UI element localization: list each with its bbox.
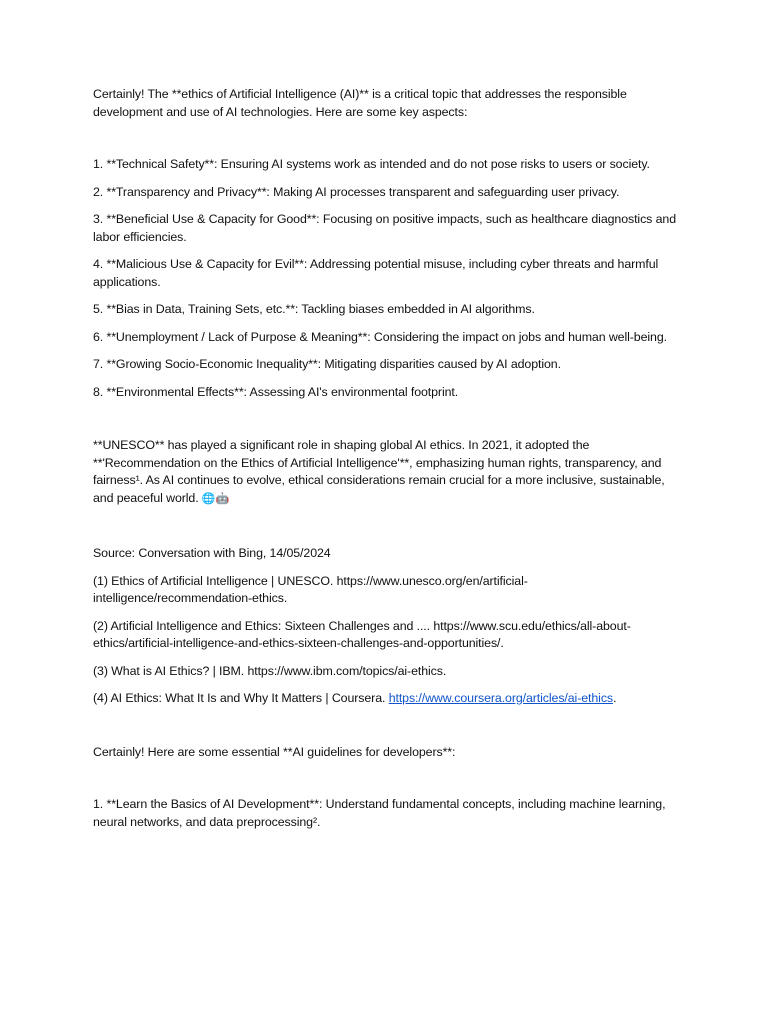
reference-item: (1) Ethics of Artificial Intelligence | UNESCO. https://www.unesco.org/en/artificial-intelligence/recommendation-ethics. [93,573,528,605]
reference-item: (3) What is AI Ethics? | IBM. https://www.ibm.com/topics/ai-ethics. [93,663,447,678]
coursera-link[interactable]: https://www.coursera.org/articles/ai-ethics [388,691,614,705]
document-body [93,86,683,841]
list-item: 5. **Bias in Data, Training Sets, etc.**: Tackling biases embedded in AI algorithms. [93,302,535,316]
unesco-paragraph [93,437,683,507]
reference-item [93,690,683,708]
guidelines-intro-paragraph: Certainly! Here are some essential **AI guidelines for developers**: [93,744,456,759]
list-item: 1. **Learn the Basics of AI Development**: Understand fundamental concepts, including machine learning, neural networks, and data preprocessing². [93,797,666,829]
globe-robot-emoji-icon: 🌐🤖 [201,491,230,505]
reference-4-suffix: . [613,691,617,705]
reference-item: (2) Artificial Intelligence and Ethics: Sixteen Challenges and .... https://www.scu.edu/ethics/all-about-ethics/artificial-intelligence-and-ethics-sixteen-challenges-and-opportunities/. [93,618,631,650]
ethics-aspects-list [93,156,683,401]
list-item: 2. **Transparency and Privacy**: Making AI processes transparent and safeguarding user privacy. [93,184,620,199]
list-item: 8. **Environmental Effects**: Assessing AI's environmental footprint. [93,384,459,399]
intro-paragraph: Certainly! The **ethics of Artificial Intelligence (AI)** is a critical topic that addresses the responsible development and use of AI technologies. Here are some key aspects: [93,87,627,119]
source-line: Source: Conversation with Bing, 14/05/2024 [93,546,331,560]
list-item: 7. **Growing Socio-Economic Inequality**: Mitigating disparities caused by AI adoption. [93,357,561,371]
list-item: 1. **Technical Safety**: Ensuring AI systems work as intended and do not pose risks to users or society. [93,157,650,171]
reference-4-text: (4) AI Ethics: What It Is and Why It Matters | Coursera. [93,691,389,705]
list-item: 3. **Beneficial Use & Capacity for Good**: Focusing on positive impacts, such as healthcare diagnostics and labor efficiencies. [93,212,676,244]
unesco-text: **UNESCO** has played a significant role in shaping global AI ethics. In 2021, it adopted the **'Recommendation on the Ethics of Artificial Intelligence'**, emphasizing human rights, transparency, and fairness¹. As AI continues to evolve, ethical considerations remain crucial for a more inclusive, sustainable, and peaceful world. [93,438,665,505]
references-list [93,573,683,708]
guidelines-list [93,796,683,831]
list-item: 6. **Unemployment / Lack of Purpose & Meaning**: Considering the impact on jobs and human well-being. [93,329,667,344]
list-item: 4. **Malicious Use & Capacity for Evil**: Addressing potential misuse, including cyber threats and harmful applications. [93,257,659,289]
